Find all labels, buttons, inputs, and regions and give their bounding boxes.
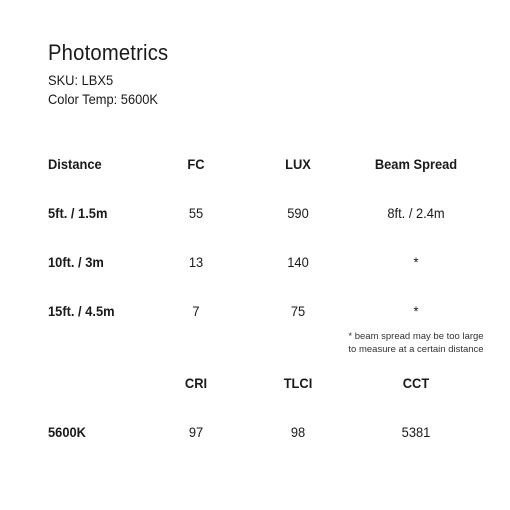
header-tlci: TLCI — [283, 375, 313, 391]
beam-spread-footnote — [348, 330, 483, 356]
row-fc-value: 55 — [188, 205, 204, 221]
cct-value: 5381 — [401, 424, 431, 440]
header-cri: CRI — [184, 375, 208, 391]
row-distance-label: 15ft. / 4.5m — [48, 303, 115, 319]
color-row-label: 5600K — [48, 424, 86, 440]
row-lux-value: 590 — [287, 205, 309, 221]
row-distance-label: 10ft. / 3m — [48, 254, 104, 270]
sku-text: SKU: LBX5 — [48, 72, 114, 88]
row-distance-label: 5ft. / 1.5m — [48, 205, 108, 221]
header-beam-spread: Beam Spread — [374, 156, 458, 172]
color-temp-text: Color Temp: 5600K — [48, 91, 159, 107]
cri-value: 97 — [188, 424, 204, 440]
header-distance: Distance — [48, 156, 102, 172]
header-cct: CCT — [402, 375, 430, 391]
page-title: Photometrics — [48, 40, 169, 65]
footnote-line: * beam spread may be too large — [348, 331, 484, 342]
row-beam-spread-value: * — [413, 254, 419, 270]
row-fc-value: 13 — [188, 254, 204, 270]
row-beam-spread-value: 8ft. / 2.4m — [387, 205, 445, 221]
header-lux: LUX — [285, 156, 311, 172]
tlci-value: 98 — [290, 424, 306, 440]
row-lux-value: 75 — [290, 303, 306, 319]
row-fc-value: 7 — [192, 303, 200, 319]
footnote-line: to measure at a certain distance — [348, 344, 484, 355]
header-fc: FC — [187, 156, 205, 172]
row-lux-value: 140 — [287, 254, 309, 270]
row-beam-spread-value: * — [413, 303, 419, 319]
